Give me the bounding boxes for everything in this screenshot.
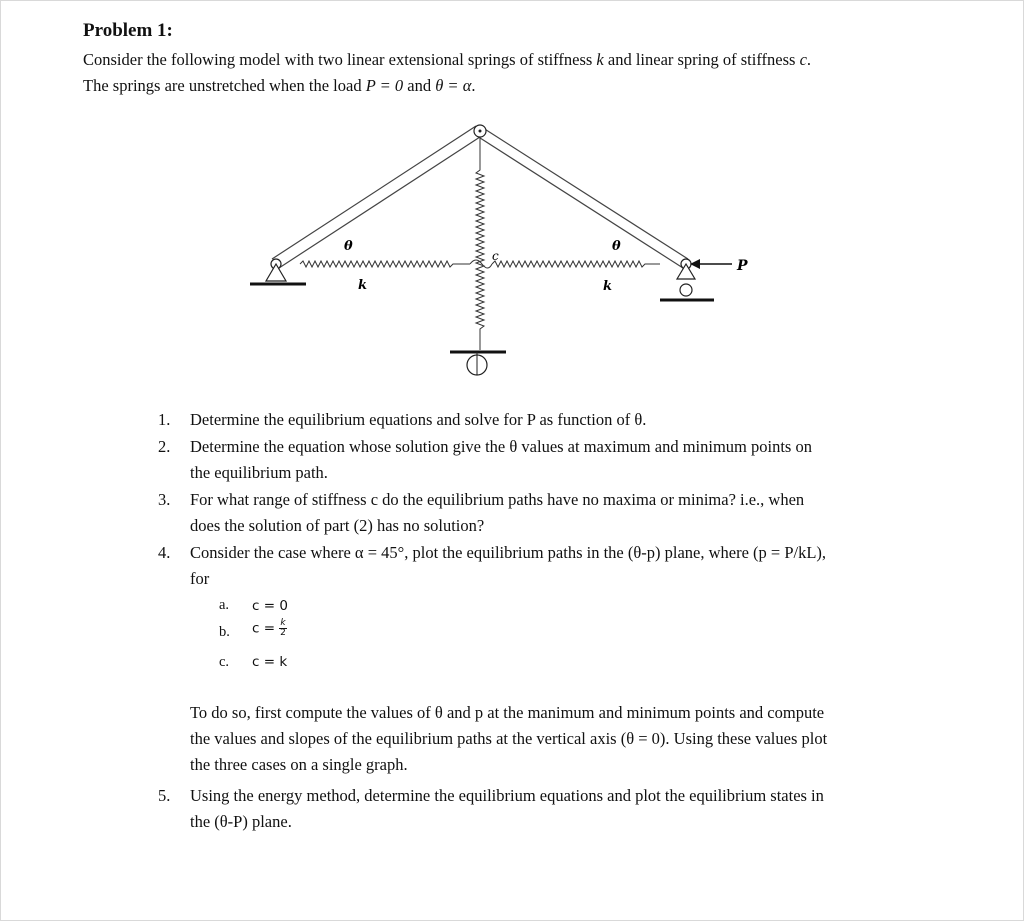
c-label: c xyxy=(492,249,499,263)
left-bar-edge-1 xyxy=(272,126,476,259)
left-spring-k xyxy=(300,261,470,267)
case-a-eq: c = 0 xyxy=(252,598,288,614)
case-b-label: b. xyxy=(219,624,230,640)
theta-right-label: θ xyxy=(612,239,621,254)
q1-text: Determine the equilibrium equations and solve for P as function of θ. xyxy=(190,410,647,429)
theta-left-label: θ xyxy=(344,239,353,254)
case-c-label: c. xyxy=(219,654,230,670)
q5-number: 5. xyxy=(158,786,171,805)
q4-number: 4. xyxy=(158,543,171,562)
intro-line-1: Consider the following model with two linear extensional springs of stiffness k and linear spring of stiffness c. xyxy=(83,50,812,69)
right-bar-edge-2 xyxy=(477,136,683,268)
case-b-eq: c = $\frac{k}{2}$ xyxy=(252,618,286,638)
q2-text: Determine the equation whose solution give the θ values at maximum and minimum points on the equilibrium path. xyxy=(190,437,812,482)
left-bar-edge-2 xyxy=(279,135,483,268)
q5-text: Using the energy method, determine the equilibrium equations and plot the equilibrium states in the (θ-P) plane. xyxy=(190,786,824,831)
instruction-paragraph: To do so, first compute the values of θ and p at the manimum and minimum points and compute the values and slopes of the equilibrium paths at the vertical axis (θ = 0). Using these values plot the three cases on a single graph. xyxy=(190,703,828,774)
bottom-spring-support xyxy=(450,352,506,375)
problem-title: Problem 1: xyxy=(83,20,173,41)
q1-number: 1. xyxy=(158,410,171,429)
right-bar-edge-1 xyxy=(480,126,688,259)
p-label: P xyxy=(737,258,748,274)
left-pin-support xyxy=(250,259,306,284)
q4-text: Consider the case where α = 45°, plot the equilibrium paths in the (θ-p) plane, where (p = P/kL), for xyxy=(190,543,827,588)
q3-text: For what range of stiffness c do the equilibrium paths have no maxima or minima? i.e., when does the solution of part (2) has no solution? xyxy=(190,490,805,535)
load-arrow-p xyxy=(690,259,732,269)
q2-number: 2. xyxy=(158,437,171,456)
intro-line-2: The springs are unstretched when the load P = 0 and θ = α. xyxy=(83,76,476,95)
case-c-eq: c = k xyxy=(252,654,288,670)
right-spring-k xyxy=(492,261,660,267)
vertical-spring-c xyxy=(476,138,484,350)
k-right-label: k xyxy=(603,279,613,294)
right-roller-support xyxy=(660,259,714,300)
case-a-label: a. xyxy=(219,597,230,613)
q3-number: 3. xyxy=(158,490,171,509)
k-left-label: k xyxy=(358,278,368,293)
